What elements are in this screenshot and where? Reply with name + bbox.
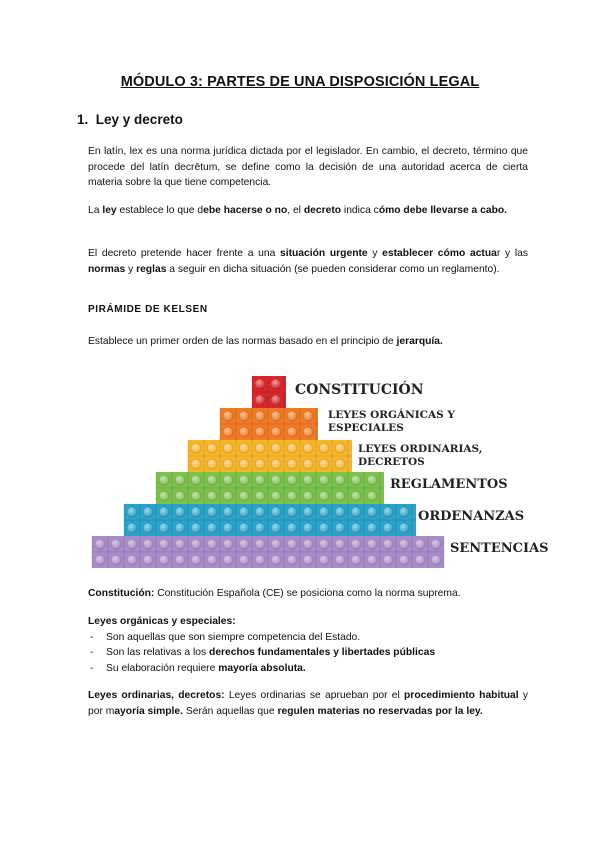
section-title: Ley y decreto	[95, 112, 183, 127]
leyes-organicas-section	[88, 614, 528, 676]
leyes-organicas-heading: Leyes orgánicas y especiales:	[88, 616, 236, 627]
paragraph-jerarquia: Establece un primer orden de las normas basado en el principio de jerarquía.	[88, 336, 443, 347]
paragraph-leyes-ordinarias: Leyes ordinarias, decretos: Leyes ordinarias se aprueban por el procedimiento habitual y por mayoría simple. Serán aquellas que regulen materias no reservadas por la ley.	[88, 690, 528, 717]
list-item: - Son aquellas que son siempre competencia del Estado.	[90, 631, 361, 643]
kelsen-heading: PIRÁMIDE DE KELSEN	[88, 304, 208, 315]
paragraph-lex: En latín, lex es una norma jurídica dictada por el legislador. En cambio, el decreto, término que procede del latín decrētum, se define como la decisión de una autoridad acerca de cierta materia sobre la que tiene competencia.	[88, 146, 528, 188]
level-label-sentencias: SENTENCIAS	[450, 541, 549, 556]
level-label-organicas-1: LEYES ORGÁNICAS Y	[328, 409, 455, 421]
level-label-ordinarias-2: DECRETOS	[358, 456, 425, 468]
level-label-ordenanzas: ORDENANZAS	[418, 509, 525, 524]
section-number: 1.	[77, 112, 89, 127]
paragraph-ley-decreto: La ley establece lo que debe hacerse o no, el decreto indica cómo debe llevarse a cabo.	[88, 205, 508, 216]
paragraph-decreto: El decreto pretende hacer frente a una situación urgente y establecer cómo actuar y las normas y reglas a seguir en dicha situación (se pueden considerar como un reglamento).	[88, 248, 528, 275]
kelsen-pyramid	[90, 374, 549, 570]
section-heading	[77, 112, 183, 127]
level-label-organicas-2: ESPECIALES	[328, 422, 404, 434]
level-label-reglamentos: REGLAMENTOS	[390, 477, 508, 492]
page-title: MÓDULO 3: PARTES DE UNA DISPOSICIÓN LEGAL	[120, 74, 480, 90]
list-item: - Su elaboración requiere mayoría absoluta.	[90, 662, 306, 674]
level-label-ordinarias-1: LEYES ORDINARIAS,	[358, 443, 483, 455]
level-label-constitucion: CONSTITUCIÓN	[295, 382, 424, 398]
list-item: - Son las relativas a los derechos fundamentales y libertades públicas	[90, 647, 436, 658]
paragraph-constitucion: Constitución: Constitución Española (CE) se posiciona como la norma suprema.	[88, 588, 461, 599]
